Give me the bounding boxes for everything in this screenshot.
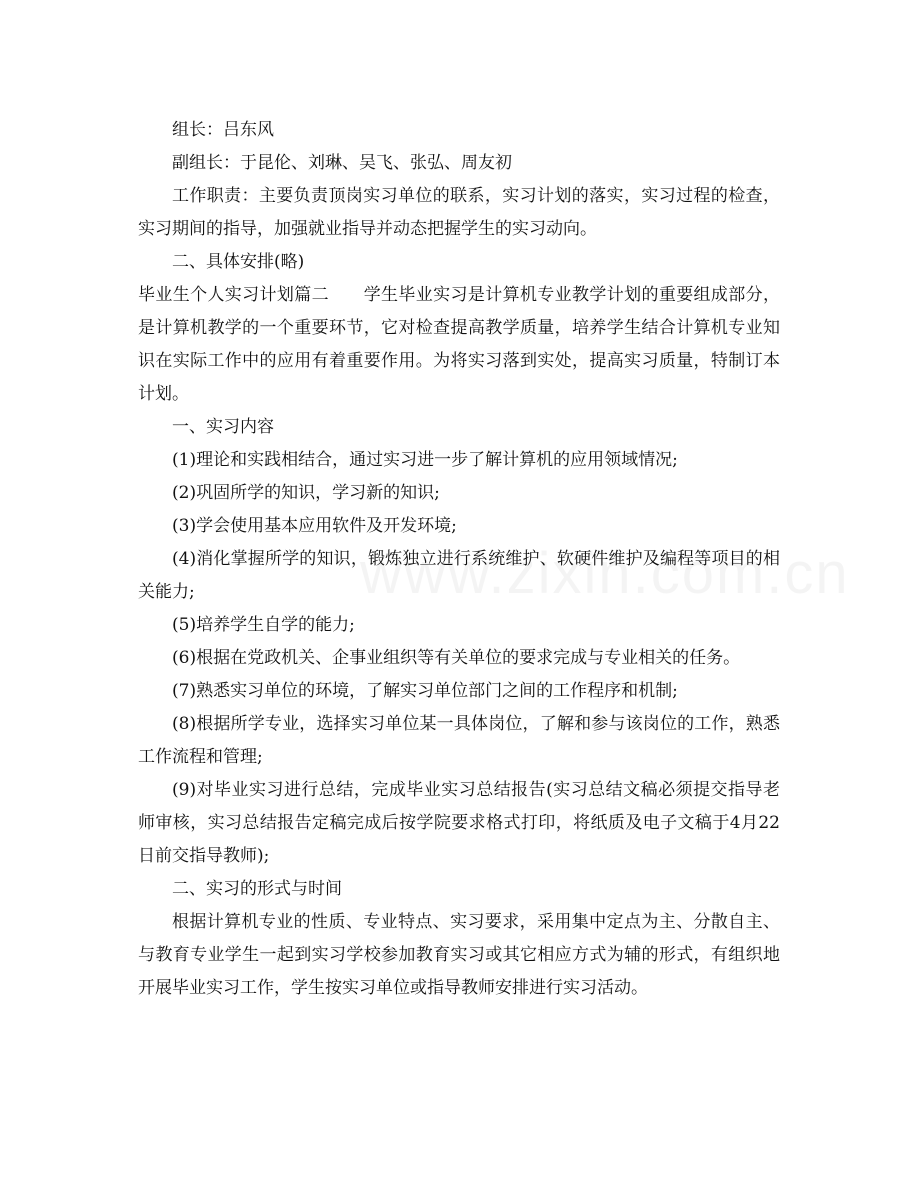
list-item: (6)根据在党政机关、企事业组织等有关单位的要求完成与专业相关的任务。 <box>172 648 741 668</box>
section-heading: 二、具体安排(略) <box>172 252 305 272</box>
list-item: (1)理论和实践相结合，通过实习进一步了解计算机的应用领域情况; <box>172 450 678 470</box>
list-item: (8)根据所学专业，选择实习单位某一具体岗位，了解和参与该岗位的工作，熟悉工作流程和管理; <box>138 714 780 767</box>
list-item: (3)学会使用基本应用软件及开发环境; <box>172 516 457 536</box>
document-body <box>138 114 780 1005</box>
section-heading: 一、实习内容 <box>172 417 274 437</box>
plan-intro-paragraph: 毕业生个人实习计划篇二 学生毕业实习是计算机专业教学计划的重要组成部分，是计算机教学的一个重要环节，它对检查提高教学质量，培养学生结合计算机专业知识在实际工作中的应用有着重要作用。为将实习落到实处，提高实习质量，特制订本计划。 <box>138 285 780 404</box>
list-item: (9)对毕业实习进行总结，完成毕业实习总结报告(实习总结文稿必须提交指导老师审核，实习总结报告定稿完成后按学院要求格式打印，将纸质及电子文稿于4月22日前交指导教师); <box>138 780 780 866</box>
list-item: (5)培养学生自学的能力; <box>172 615 355 635</box>
body-paragraph: 根据计算机专业的性质、专业特点、实习要求，采用集中定点为主、分散自主、与教育专业学生一起到实习学校参加教育实习或其它相应方式为辅的形式，有组织地开展毕业实习工作，学生按实习单位或指导教师安排进行实习活动。 <box>138 912 780 998</box>
section-heading: 二、实习的形式与时间 <box>172 879 342 899</box>
list-item: (4)消化掌握所学的知识，锻炼独立进行系统维护、软硬件维护及编程等项目的相关能力; <box>138 549 780 602</box>
list-item: (2)巩固所学的知识，学习新的知识; <box>172 483 440 503</box>
leader-line: 组长：吕东风 <box>172 120 274 140</box>
deputy-leader-line: 副组长：于昆伦、刘琳、吴飞、张弘、周友初 <box>172 153 512 173</box>
duties-paragraph: 工作职责：主要负责顶岗实习单位的联系，实习计划的落实，实习过程的检查，实习期间的指导，加强就业指导并动态把握学生的实习动向。 <box>138 186 780 239</box>
list-item: (7)熟悉实习单位的环境，了解实习单位部门之间的工作程序和机制; <box>172 681 678 701</box>
